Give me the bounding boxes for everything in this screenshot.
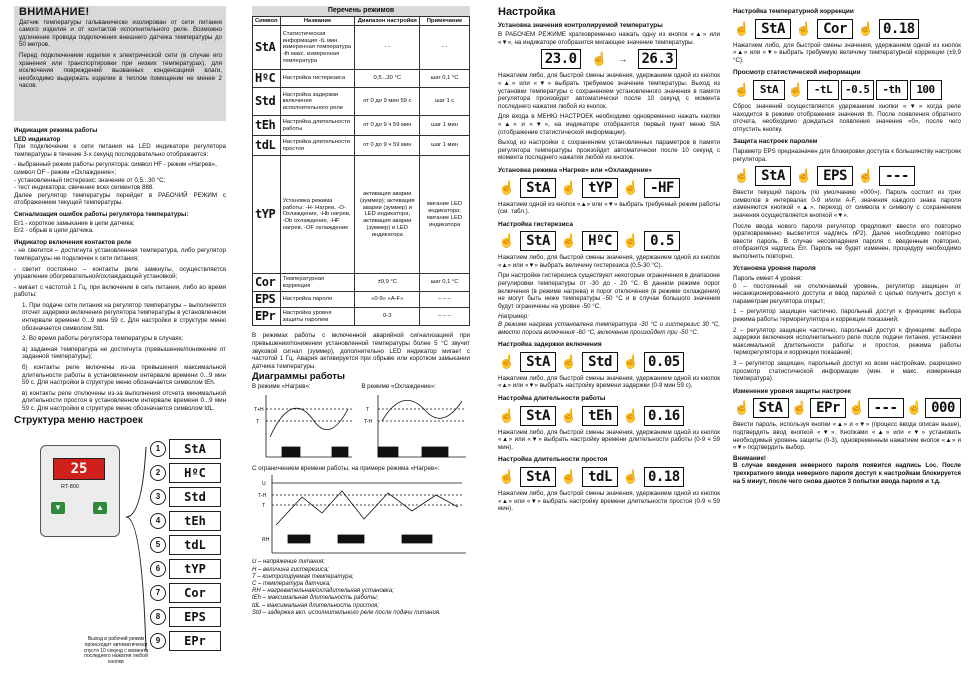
work-duration-text: Нажатием либо, для быстрой смены значения, удержанием одной из кнопок «▲» или «▼» выбрать настройку времени длительности работы (0-9 ч 59 мин).: [498, 428, 720, 451]
lcd-display: StA: [755, 19, 791, 39]
legend-item: Std – задержка вкл. исполнительного реле после подачи питания.: [252, 609, 441, 616]
legend-item: tEh – максимальная длительность работы;: [252, 595, 379, 602]
svg-text:U: U: [262, 480, 266, 487]
legend-item: H – величина гистерезиса;: [252, 566, 329, 573]
error-2: Er2 - обрыв в цепи датчика.: [14, 227, 94, 235]
lcd-display: StA: [753, 80, 785, 100]
svg-text:T: T: [366, 406, 370, 413]
hand-press-icon: ☝: [787, 81, 805, 97]
hysteresis-text-1: Нажатием либо, для быстрой смены значения, удержанием одной из кнопок «▲» или «▼» выбрать величину гистерезиса (0,5-30 °C).: [498, 254, 720, 269]
errors-title: Сигнализация ошибок работы регулятора температуры:: [14, 210, 189, 218]
table-cell-name: Настройка длительности работы: [280, 116, 355, 136]
menu-note: Выход в рабочий режим происходит автоматически спустя 10 секунд с момента последнего нажатия любой кнопки: [83, 636, 149, 666]
table-row: [253, 70, 470, 88]
level-text-3: 2 – регулятор защищен частично, парольный доступ к функциям: выбора задержки включения исполнительного реле после подачи питания, установки максимальной длительности работы и простоя, режима работы терморегулятора и коррекции показаний;: [733, 326, 961, 357]
lcd-display: 000: [925, 398, 961, 418]
indication-item-2: - установленный гистерезис: значение от 0,5...30 °C;: [14, 176, 166, 184]
diagram-cool-caption: В режиме «Охлаждение»:: [361, 382, 436, 390]
lcd-display: 23.0: [541, 49, 581, 69]
table-row: [253, 274, 470, 292]
lcd-display: EPS: [817, 166, 853, 186]
indication-text: При подключении к сети питания на LED индикаторе регулятора температуры в течение 3-х секунд последовательно отображается:: [14, 143, 226, 158]
hand-press-icon: ☝: [733, 168, 751, 184]
password-text-1: Параметр EPS предназначен для блокировки доступа к большинству настроек регулятора.: [733, 147, 961, 163]
table-cell-range: «0-9» «A-F»: [355, 292, 420, 308]
indication-item-1: - выбранный режим работы регулятора: символ HF - режим «Нагрев», символ OF - режим «Охлаждение»;: [14, 161, 217, 176]
table-row: [253, 292, 470, 308]
lcd-display: tdL: [582, 467, 618, 487]
modes-table: [252, 16, 470, 327]
table-header: Примечание: [420, 16, 470, 26]
hand-press-icon: ☝: [848, 400, 865, 416]
menu-item-number: 9: [150, 633, 166, 649]
setpoint-title: Установка значения контролируемой температуры: [498, 21, 663, 29]
table-row: [253, 116, 470, 136]
relay-text-2: - светит постоянно – контакты реле замкнуты, осуществляется управление обогревательной/охлаждающей установкой;: [14, 265, 226, 281]
relay-text-6: а) заданная температура не достигнута (превышение/понижение от заданной температуры);: [22, 345, 226, 361]
hand-press-icon: ☝: [498, 233, 516, 249]
menu-item-number: 8: [150, 609, 166, 625]
legend-item: tdL – максимальная длительность простоя;: [252, 602, 380, 609]
statistics-text: Сброс значений осуществляется удержанием кнопки «▼» когда реле находится в режиме отображения значения th. После появления обратного отсчета, необходимо дождаться появления значения «0», после чего отпустить кнопку.: [733, 102, 961, 133]
lcd-display: 0.18: [879, 19, 919, 39]
table-cell-symbol: Cor: [253, 274, 281, 292]
legend-item: U – напряжение питания;: [252, 559, 325, 566]
svg-text:T: T: [256, 418, 260, 425]
menu-item: [150, 509, 230, 533]
menu-item-number: 4: [150, 513, 166, 529]
setpoint-text-2: Нажатием либо, для быстрой смены значения, удержанием одной из кнопок «▲» или «▼» выбрать требуемое значение температуры. Выход из установки температуры с сохранением установленного значения в памяти регулятора произойдет автоматически после 10 секунд с момента последнего нажатия любой из кнопок.: [498, 72, 720, 110]
menu-item: [150, 629, 230, 653]
table-cell-note: шаг 0,1 °C: [420, 70, 470, 88]
menu-item: [150, 485, 230, 509]
lcd-display: StA: [755, 166, 791, 186]
lcd-display: StA: [520, 352, 556, 372]
setpoint-screens: [498, 49, 720, 69]
delay-title: Настройка задержки включения: [498, 341, 602, 349]
device-model: RT-800: [61, 484, 79, 490]
lcd-display: tYP: [582, 178, 618, 198]
warning-text-1: Датчик температуры гальванически изолирован от сети питания самого изделия и от контактов исполнительного реле. Возможно удлинение провода подключения внешнего датчика температуры до 50 метров.: [19, 18, 222, 49]
hand-press-icon: ☝: [622, 407, 640, 423]
hand-press-icon: ☝: [733, 400, 750, 416]
hand-press-icon: ☝: [857, 168, 875, 184]
menu-item-number: 6: [150, 561, 166, 577]
diagram-legend: [252, 559, 470, 617]
indication-text-2: Далее регулятор температуры перейдет в РАБОЧИЙ РЕЖИМ с отображением текущей температуры.: [14, 191, 226, 207]
table-cell-note: шаг 1 мин: [420, 116, 470, 136]
table-cell-symbol: tdL: [253, 136, 281, 156]
lcd-display: StA: [520, 178, 556, 198]
indication-title: Индикация режима работы: [14, 127, 98, 134]
table-header: Символ: [253, 16, 281, 26]
diagram-heat-cool: [252, 391, 470, 463]
table-cell-note: мигание LED индикатора; мигание LED индикатора: [420, 156, 470, 274]
idle-duration-screens: [498, 467, 720, 487]
idle-duration-text: Нажатием либо, для быстрой смены значения, удержанием одной из кнопок «▲» или «▼» выбрать настройку времени длительности простоя (0-9 ч 59 мин).: [498, 489, 720, 513]
table-header: Диапазон настройки: [355, 16, 420, 26]
svg-text:T-H: T-H: [258, 492, 267, 499]
password-text-2: Ввести текущий пароль (по умолчанию «000»). Пароль состоит из трех символов в интервалах 0-9 и/или A-F, значения каждого знака пароля изменяются кнопкой «▲», переход от символа к символу с сохранением значения осуществляется кнопкой «▼».: [733, 189, 961, 219]
lcd-display: 100: [910, 80, 942, 100]
table-cell-note: – – –: [420, 308, 470, 326]
table-cell-symbol: tYP: [253, 156, 281, 274]
hand-press-icon: ☝: [591, 51, 608, 67]
work-duration-screens: [498, 406, 720, 426]
lcd-display: 0.16: [644, 406, 684, 426]
menu-item-number: 1: [150, 441, 166, 457]
led-title: LED индикатор: [14, 135, 61, 143]
menu-item-code: tdL: [169, 535, 221, 555]
correction-text: Нажатием либо, для быстрой смены значения, удержанием одной из кнопок «▲» или «▼» выбрать требуемую величину температурной коррекции (±9,9 °C).: [733, 41, 961, 64]
table-cell-note: шаг 0,1 °C: [420, 274, 470, 292]
lcd-display: StA: [520, 231, 556, 251]
hand-press-icon: ☝: [857, 20, 875, 36]
table-cell-symbol: tEh: [253, 116, 281, 136]
table-cell-range: - -: [355, 26, 420, 70]
lcd-display: 0.5: [644, 231, 680, 251]
hand-press-icon: ☝: [622, 179, 640, 195]
table-header: Название: [280, 16, 355, 26]
diagrams-title: Диаграммы работы: [252, 371, 346, 383]
statistics-title: Просмотр статистической информации: [733, 69, 861, 77]
hand-press-icon: ☝: [795, 20, 813, 36]
relay-text-3: - мигает с частотой 1 Гц, при включении в сеть питания, либо во время работы:: [14, 283, 226, 299]
table-cell-name: Настройка уровня защиты паролем: [280, 308, 355, 326]
lcd-display: StA: [520, 406, 556, 426]
statistics-screens: [733, 80, 961, 100]
svg-text:RH: RH: [262, 536, 270, 543]
correction-screens: [733, 19, 961, 39]
setup-title: Настройка: [498, 6, 556, 18]
menu-item-code: EPr: [169, 631, 221, 651]
table-cell-range: от 0 до 9 мин 59 с: [355, 88, 420, 116]
warning-box: [14, 6, 226, 121]
table-cell-symbol: EPr: [253, 308, 281, 326]
table-cell-name: Настройка пароля: [280, 292, 355, 308]
lcd-display: Cor: [817, 19, 853, 39]
lcd-display: StA: [520, 467, 556, 487]
up-button-icon: ▲: [93, 502, 107, 514]
menu-item-number: 5: [150, 537, 166, 553]
mode-text: Нажатием одной из кнопок «▲» или «▼» выбрать требуемый режим работы (см. табл.).: [498, 200, 720, 216]
indication-item-3: - тест индикатора: свечение всех сегментов 888.: [14, 184, 155, 192]
table-cell-name: Статистическая информация -tL мин. измеренная температура -th макс. измеренная температура: [280, 26, 355, 70]
setpoint-text-1: В РАБОЧЕМ РЕЖИМЕ кратковременно нажать одну из кнопок «▲» или «▼», на индикаторе отобразится мигающее значение температуры.: [498, 31, 720, 46]
table-cell-symbol: EPS: [253, 292, 281, 308]
hand-press-icon: ☝: [560, 233, 578, 249]
lcd-display: -HF: [644, 178, 680, 198]
lcd-display: -0.5: [841, 80, 874, 100]
device-illustration: [40, 445, 134, 537]
table-cell-name: Настройка длительности простоя: [280, 136, 355, 156]
hysteresis-example-label: Например:: [498, 313, 529, 321]
menu-bracket-icon: [122, 437, 152, 657]
table-cell-range: 0,5...30 °C: [355, 70, 420, 88]
legend-item: T – контролируемая температура;: [252, 573, 354, 580]
menu-item: [150, 581, 230, 605]
table-cell-symbol: HºC: [253, 70, 281, 88]
hand-press-icon: ☝: [733, 20, 751, 36]
relay-text-1: - не светится – достигнута установленная температура, либо регулятор температуры не подключен к сети питания;: [14, 247, 226, 262]
diagram-limited: [252, 473, 470, 557]
menu-item-code: tEh: [169, 511, 221, 531]
setpoint-text-4: Выход из настройки с сохранением установленных параметров в памяти регулятора температуры произойдет автоматически после 10 секунд с момента последнего нажатия любой из кнопок.: [498, 139, 720, 162]
diagram-captions: [252, 383, 470, 391]
menu-item-code: EPS: [169, 607, 221, 627]
table-cell-name: Установка режима работы: -H- Нагрев, -O- Охлаждение, -Hb нагрев, -Ob охлаждение, -HF нагрев, -OF охлаждение: [280, 156, 355, 274]
hand-press-icon: ☝: [622, 233, 640, 249]
arrow-right-icon: →: [618, 53, 628, 64]
menu-item-number: 7: [150, 585, 166, 601]
left-column: [14, 6, 226, 416]
hand-press-icon: ☝: [733, 81, 751, 97]
password-title: Защита настроек паролем: [733, 138, 818, 146]
menu-item-number: 2: [150, 465, 166, 481]
level-text-4: 3 – регулятор защищен, парольный доступ ко всем настройкам, разрешено просмотр статистической информации (мин. и макс. измеренная температура).: [733, 360, 961, 383]
hand-press-icon: ☝: [906, 400, 923, 416]
table-cell-name: Настройка задержки включения исполнительного реле: [280, 88, 355, 116]
table-cell-name: Настройка гистерезиса: [280, 70, 355, 88]
setpoint-text-3: Для входа в МЕНЮ НАСТРОЕК необходимо одновременно нажать кнопки «▲» и «▼», на индикаторе отобразится первый пункт меню StA (отображение статистической информации).: [498, 113, 720, 136]
menu-title: Структура меню настроек: [14, 415, 143, 426]
hand-press-icon: ☝: [498, 468, 516, 484]
legend-item: C – температура датчика;: [252, 580, 331, 587]
menu-item: [150, 533, 230, 557]
error-1: Er1 - короткое замыкание в цепи датчика;: [14, 219, 135, 227]
table-row: [253, 308, 470, 326]
lcd-display: 0.05: [644, 352, 684, 372]
table-cell-range: от 0 до 9 ч 59 мин: [355, 136, 420, 156]
table-row: [253, 88, 470, 116]
attention-text: В случае введения неверного пароля появится надпись Loc. После трехкратного ввода неверного пароля доступ к настройкам блокируется на 5 минут, после чего снова даются 3 попытки ввода пароля и т.д.: [733, 462, 961, 485]
hysteresis-title: Настройка гистерезиса: [498, 220, 573, 228]
lcd-display: EPr: [810, 398, 846, 418]
menu-item-number: 3: [150, 489, 166, 505]
protection-text: Ввести пароль, используя кнопки «▲» и «▼» (процесс ввода описан выше), подтвердить ввод кнопкой «▼». Кнопками «▲» или «▼» установить необходимый уровень защиты (0-3), одновременным нажатием кнопок «▲» и «▼» подтвердить выбор.: [733, 421, 961, 452]
warning-title: ВНИМАНИЕ!: [19, 6, 90, 18]
diagram-heat-caption: В режиме «Нагрев»:: [252, 382, 311, 390]
level-text-0: Пароль имеет 4 уровня:: [733, 275, 802, 283]
level-text-1: 0 – постоянный не отключаемый уровень, регулятор защищен от несанкционированного доступа и ввод паролей с целью получить доступ к параметрам регулятора открыт;: [733, 282, 961, 305]
hand-press-icon: ☝: [498, 353, 516, 369]
table-row: [253, 136, 470, 156]
relay-text-7: б) контакты реле включены из-за превышения максимальной длительности работы в установленном интервале времени 0...9 мин 59 с. Для настройки в структуре меню обозначается символом tEh.: [22, 364, 226, 387]
hand-press-icon: ☝: [791, 400, 808, 416]
hand-press-icon: ☝: [795, 168, 813, 184]
table-row: [253, 156, 470, 274]
idle-duration-title: Настройка длительности простоя: [498, 456, 608, 464]
menu-item: [150, 557, 230, 581]
hand-press-icon: ☝: [498, 179, 516, 195]
lcd-display: 26.3: [638, 49, 678, 69]
hand-press-icon: ☝: [622, 468, 640, 484]
password-text-3: После ввода нового пароля регулятор предложит ввести его повторно (кратковременно высветится надпись nP2). Далее необходимо повторно ввести пароль. В случае несовпадения пароля с введенным повторно, отобразится надпись Err. Пароль не будет изменен, процедуру необходимо выполнить повторно.: [733, 222, 961, 260]
svg-text:T: T: [262, 502, 266, 509]
device-body: [40, 445, 120, 537]
relay-text-4: 1. При подаче сети питания на регулятор температуры – выполняется отсчет задержки включения регулятора температуры в установленном интервале времени 0...9 мин 59 с. Для настройки в структуре меню обозначается символом Std.: [22, 301, 226, 332]
menu-item-code: StA: [169, 439, 221, 459]
down-button-icon: ▼: [51, 502, 65, 514]
hysteresis-screens: [498, 231, 720, 251]
hand-press-icon: ☝: [560, 353, 578, 369]
level-text-2: 1 – регулятор защищен частично, парольный доступ к функциям: выбора режима работы терморегулятора и коррекции показаний;: [733, 308, 961, 324]
menu-structure: [14, 415, 226, 680]
table-cell-note: шаг 1 мин: [420, 136, 470, 156]
lcd-display: ---: [879, 166, 915, 186]
protection-screens: [733, 398, 961, 418]
table-cell-range: активация аварии (зуммер); активация аварии (зуммер) и LED индикатора; активация аварии (зуммер) и LED индикатора: [355, 156, 420, 274]
svg-text:T+H: T+H: [254, 406, 264, 413]
lcd-display: ---: [868, 398, 904, 418]
menu-item: [150, 437, 230, 461]
table-cell-symbol: Std: [253, 88, 281, 116]
hand-press-icon: ☝: [622, 353, 640, 369]
mode-screens: [498, 178, 720, 198]
correction-title: Настройка температурной коррекции: [733, 8, 854, 15]
menu-item-code: HºC: [169, 463, 221, 483]
hand-press-icon: ☝: [560, 468, 578, 484]
menu-item-code: Cor: [169, 583, 221, 603]
delay-screens: [498, 352, 720, 372]
protection-change-title: Изменение уровня защиты настроек: [733, 387, 851, 395]
menu-item-code: Std: [169, 487, 221, 507]
attention-title: Внимание!: [733, 454, 766, 462]
table-cell-range: 0-3: [355, 308, 420, 326]
level-title: Установка уровня пароля: [733, 265, 816, 273]
device-display: 25: [53, 458, 105, 480]
hysteresis-text-2: При настройке гистерезиса существуют некоторые ограничения в диапазоне регулировки температуры от -30 до - 20 °C. В данном режиме порог включения (в режиме нагрева) и порог отключения (в режиме охлаждения) не могут быть ниже температуры -50 °C и в случае большого значения будут ограничены на уровне -50 °C.: [498, 272, 720, 310]
lcd-display: -tL: [807, 80, 839, 100]
legend-item: RH – нагревательная/охладительная установка;: [252, 588, 394, 595]
lcd-display: StA: [753, 398, 789, 418]
relay-text-8: в) контакты реле отключены из-за выполнения отсчета минимальной длительности простоя в установленном интервале времени 0...9 мин 59 с. Для настройки в структуре меню обозначается символом tdL.: [22, 389, 226, 412]
warning-text-2: Перед подключением изделия к электрической сети (в случае его хранения или транспортировки при низких температурах), для исключения повреждений вызванных конденсацией влаги, необходимо выдержать изделие в теплом помещении не менее 2 часов.: [19, 51, 222, 90]
password-screens: [733, 166, 961, 186]
lcd-display: -th: [876, 80, 908, 100]
menu-item-code: tYP: [169, 559, 221, 579]
hand-press-icon: ☝: [560, 179, 578, 195]
right-column: [733, 6, 961, 488]
table-cell-range: от 0 до 9 ч 59 мин: [355, 116, 420, 136]
modes-table-title: Перечень режимов: [252, 6, 470, 16]
hand-press-icon: ☝: [560, 407, 578, 423]
lcd-display: 0.18: [644, 467, 684, 487]
table-cell-note: шаг 1 с: [420, 88, 470, 116]
table-row: [253, 26, 470, 70]
hysteresis-example: В режиме нагрева установлена температура -30 °C и гистерезис 30 °C, вместо порога включения -60 °C, включение произойдет при -50 °C.: [498, 321, 720, 336]
middle-left-column: [252, 6, 470, 617]
relay-text-5: 2. Во время работы регулятора температуры в случаях:: [22, 335, 184, 343]
menu-item: [150, 605, 230, 629]
svg-text:T-H: T-H: [364, 418, 373, 425]
table-cell-symbol: StA: [253, 26, 281, 70]
hand-press-icon: ☝: [498, 407, 516, 423]
table-cell-range: ±9,9 °C: [355, 274, 420, 292]
lcd-display: HºC: [582, 231, 618, 251]
mode-setup-title: Установка режима «Нагрев» или «Охлаждение»: [498, 166, 652, 174]
menu-item: [150, 461, 230, 485]
alarm-text: В режимах работы с включенной аварийной сигнализацией при превышении/понижении установленной температуры более 5 °C звучит звуковой сигнал (зуммер), дополнительно LED индикатор мигает с частотой 1 Гц. Авария активируется при обрыве или коротком замыкании датчика температуры.: [252, 332, 470, 370]
table-cell-name: Температурная коррекция: [280, 274, 355, 292]
lcd-display: Std: [582, 352, 618, 372]
table-cell-note: - -: [420, 26, 470, 70]
table-cell-note: – – –: [420, 292, 470, 308]
delay-text: Нажатием либо, для быстрой смены значения, удержанием одной из кнопок «▲» или «▼» выбрать настройку времени задержки (0-9 мин 59 с).: [498, 374, 720, 390]
menu-items: [150, 437, 230, 653]
relay-indicator-title: Индикатор включения контактов реле: [14, 238, 132, 246]
middle-right-column: [498, 6, 720, 516]
work-duration-title: Настройка длительности работы: [498, 395, 606, 402]
diagram-limited-caption: С ограничением времени работы, на примере режима «Нагрев»:: [252, 465, 440, 473]
lcd-display: tEh: [582, 406, 618, 426]
